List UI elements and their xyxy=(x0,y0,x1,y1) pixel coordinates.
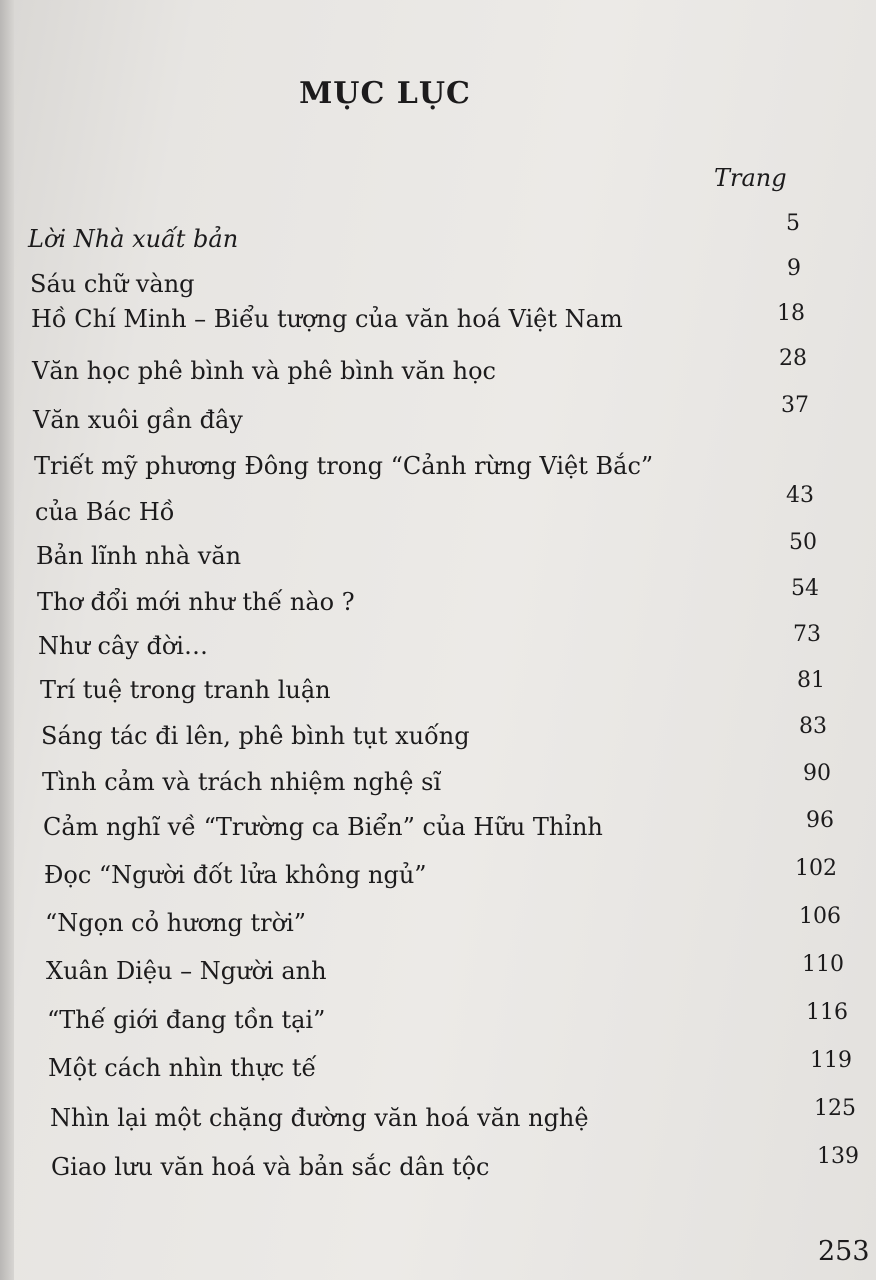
toc-entry-page: 125 xyxy=(814,1096,856,1121)
toc-entry-page: 106 xyxy=(799,904,841,929)
page-column-header: Trang xyxy=(714,164,787,192)
toc-entry-title: Lời Nhà xuất bản xyxy=(28,225,239,253)
toc-entry-page: 116 xyxy=(806,1000,848,1025)
toc-entry-title: “Ngọn cỏ hương trời” xyxy=(45,909,307,937)
toc-entry-title: Đọc “Người đốt lửa không ngủ” xyxy=(44,861,427,889)
toc-entry-page: 139 xyxy=(817,1144,859,1169)
toc-entry-title: Giao lưu văn hoá và bản sắc dân tộc xyxy=(51,1153,490,1181)
toc-entry-title: “Thế giới đang tồn tại” xyxy=(47,1006,326,1034)
toc-entry-page: 81 xyxy=(797,668,825,693)
toc-entry-page: 5 xyxy=(786,211,800,236)
toc-entry-title: Nhìn lại một chặng đường văn hoá văn nghệ xyxy=(50,1104,589,1132)
page-spine-shadow xyxy=(0,0,14,1280)
toc-entry-page: 83 xyxy=(799,714,827,739)
toc-entry-page: 73 xyxy=(793,622,821,647)
toc-entry-page: 9 xyxy=(787,256,801,281)
toc-entry-page: 54 xyxy=(791,576,819,601)
toc-entry-page: 96 xyxy=(806,808,834,833)
toc-entry-title: Như cây đời… xyxy=(38,632,208,660)
toc-entry-title: Một cách nhìn thực tế xyxy=(48,1054,317,1082)
toc-entry-title: Xuân Diệu – Người anh xyxy=(46,957,327,985)
toc-entry-page: 37 xyxy=(781,393,809,418)
toc-entry-title-continued: của Bác Hồ xyxy=(35,498,175,526)
toc-entry-page: 90 xyxy=(803,761,831,786)
toc-entry-page: 43 xyxy=(786,483,814,508)
toc-entry-title: Văn học phê bình và phê bình văn học xyxy=(32,357,496,385)
page-title: MỤC LỤC xyxy=(299,76,471,111)
toc-entry-title: Văn xuôi gần đây xyxy=(33,406,243,434)
toc-entry-page: 50 xyxy=(789,530,817,555)
page-number: 253 xyxy=(818,1236,870,1267)
toc-entry-title: Tình cảm và trách nhiệm nghệ sĩ xyxy=(42,768,442,796)
toc-entry-page: 110 xyxy=(802,952,844,977)
toc-entry-title: Thơ đổi mới như thế nào ? xyxy=(37,588,355,616)
toc-entry-page: 28 xyxy=(779,346,807,371)
toc-entry-title: Sáng tác đi lên, phê bình tụt xuống xyxy=(41,722,470,750)
toc-entry-title: Triết mỹ phương Đông trong “Cảnh rừng Việt Bắc” xyxy=(34,452,654,480)
toc-entry-page: 119 xyxy=(810,1048,852,1073)
toc-entry-title: Cảm nghĩ về “Trường ca Biển” của Hữu Thỉnh xyxy=(43,813,603,841)
toc-entry-page: 102 xyxy=(795,856,837,881)
toc-entry-title: Sáu chữ vàng xyxy=(30,270,195,298)
toc-entry-title: Bản lĩnh nhà văn xyxy=(36,542,242,570)
toc-entry-title: Hồ Chí Minh – Biểu tượng của văn hoá Việt Nam xyxy=(31,305,623,333)
toc-entry-title: Trí tuệ trong tranh luận xyxy=(40,676,331,704)
toc-entry-page: 18 xyxy=(777,301,805,326)
